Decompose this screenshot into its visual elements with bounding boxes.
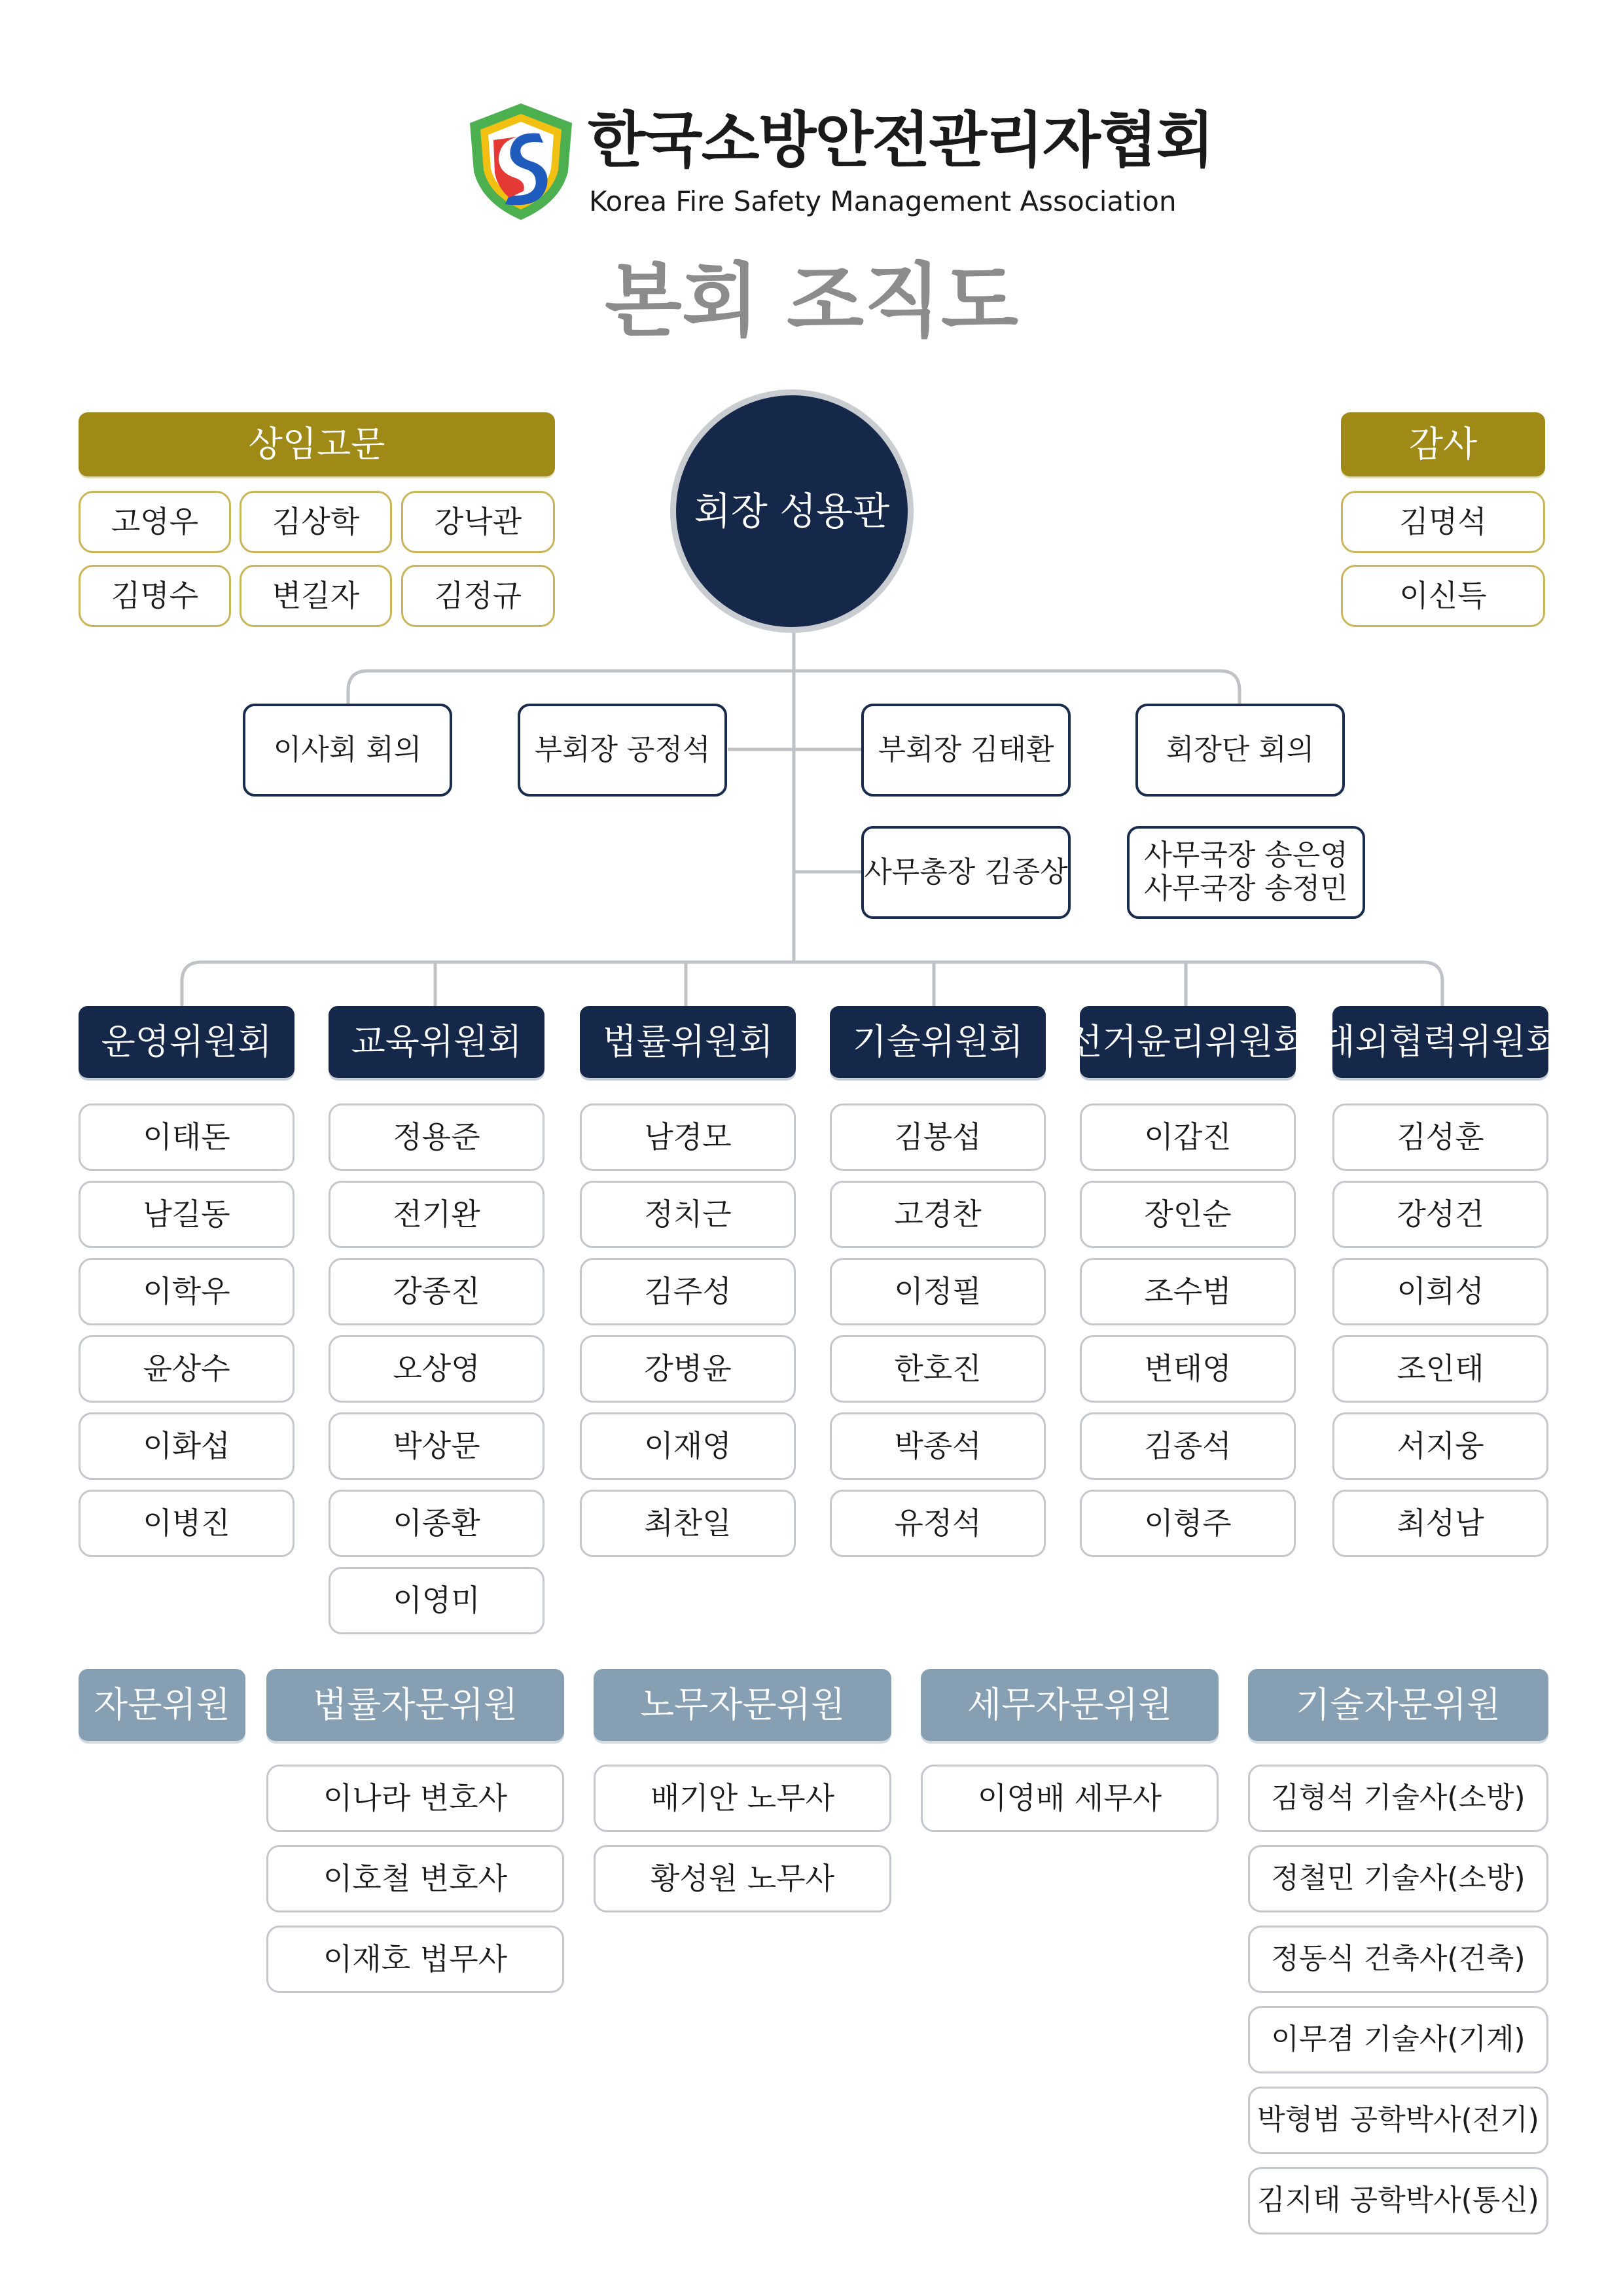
consultants-header: 자문위원 [79,1669,245,1741]
vice-president-1-node: 부회장 공정석 [518,704,727,797]
committee-member: 김성훈 [1332,1103,1548,1171]
technical-consultants-header: 기술자문위원 [1248,1669,1548,1741]
consultant-card: 이무겸 기술사(기계) [1248,2006,1548,2073]
committee-member: 강성건 [1332,1181,1548,1248]
committee-member: 박종석 [830,1412,1046,1480]
committee-operations-header: 운영위원회 [79,1006,294,1078]
consultant-card: 이재호 법무사 [266,1926,564,1993]
org-name-en: Korea Fire Safety Management Association [589,185,1177,217]
committee-member: 강병윤 [580,1335,796,1403]
director-name: 사무국장 송정민 [1144,872,1348,905]
committee-member: 오상영 [329,1335,544,1403]
board-meeting-node: 이사회 회의 [243,704,452,797]
director-name: 사무국장 송은영 [1144,838,1348,872]
committee-member: 남경모 [580,1103,796,1171]
consultant-card: 정동식 건축사(건축) [1248,1926,1548,1993]
labor-consultants-header: 노무자문위원 [594,1669,891,1741]
committee-member: 이영미 [329,1567,544,1634]
consultant-card: 박형범 공학박사(전기) [1248,2087,1548,2154]
advisors-header: 상임고문 [79,412,555,476]
committee-member: 김봉섭 [830,1103,1046,1171]
advisor-card: 김명수 [79,565,231,627]
consultant-card: 김지태 공학박사(통신) [1248,2167,1548,2234]
tax-consultants-header: 세무자문위원 [921,1669,1219,1741]
committee-member: 이희성 [1332,1258,1548,1325]
committee-member: 변태영 [1080,1335,1296,1403]
consultant-card: 황성원 노무사 [594,1845,891,1912]
org-name-ko: 한국소방안전관리자협회 [588,105,1213,175]
committee-external-affairs-header: 대외협력위원회 [1332,1006,1548,1078]
committee-member: 김종석 [1080,1412,1296,1480]
consultant-card: 김형석 기술사(소방) [1248,1765,1548,1832]
committee-member: 이재영 [580,1412,796,1480]
consultant-card: 이영배 세무사 [921,1765,1219,1832]
president-node: 회장 성용판 [670,389,914,633]
committee-member: 이화섭 [79,1412,294,1480]
committee-member: 이학우 [79,1258,294,1325]
committee-member: 이갑진 [1080,1103,1296,1171]
vice-president-2-node: 부회장 김태환 [861,704,1071,797]
directors-node [1127,826,1365,919]
presidium-meeting-node: 회장단 회의 [1135,704,1345,797]
committee-member: 한호진 [830,1335,1046,1403]
committee-technical-header: 기술위원회 [830,1006,1046,1078]
committee-member: 서지웅 [1332,1412,1548,1480]
committee-member: 전기완 [329,1181,544,1248]
advisor-card: 고영우 [79,491,231,553]
advisor-card: 강낙관 [401,491,555,553]
committee-member: 정치근 [580,1181,796,1248]
committee-election-ethics-header: 선거윤리위원회 [1080,1006,1296,1078]
committee-member: 이정필 [830,1258,1046,1325]
consultant-card: 배기안 노무사 [594,1765,891,1832]
secretary-general-node: 사무총장 김종상 [861,826,1071,919]
committee-education-header: 교육위원회 [329,1006,544,1078]
committee-member: 강종진 [329,1258,544,1325]
auditors-header: 감사 [1341,412,1545,476]
consultant-card: 이나라 변호사 [266,1765,564,1832]
advisor-card: 변길자 [240,565,392,627]
committee-legal-header: 법률위원회 [580,1006,796,1078]
committee-member: 박상문 [329,1412,544,1480]
committee-member: 김주성 [580,1258,796,1325]
consultant-card: 정철민 기술사(소방) [1248,1845,1548,1912]
committee-member: 최찬일 [580,1490,796,1557]
committee-member: 이종환 [329,1490,544,1557]
committee-member: 이형주 [1080,1490,1296,1557]
advisor-card: 김상학 [240,491,392,553]
committee-member: 조수범 [1080,1258,1296,1325]
legal-consultants-header: 법률자문위원 [266,1669,564,1741]
committee-member: 조인태 [1332,1335,1548,1403]
committee-member: 유정석 [830,1490,1046,1557]
page-title: 본회 조직도 [605,255,1018,348]
consultant-card: 이호철 변호사 [266,1845,564,1912]
committee-member: 고경찬 [830,1181,1046,1248]
committee-member: 이병진 [79,1490,294,1557]
committee-member: 장인순 [1080,1181,1296,1248]
committee-member: 정용준 [329,1103,544,1171]
committee-member: 이태돈 [79,1103,294,1171]
auditor-card: 이신득 [1341,565,1545,627]
committee-member: 최성남 [1332,1490,1548,1557]
committee-member: 윤상수 [79,1335,294,1403]
committee-member: 남길동 [79,1181,294,1248]
auditor-card: 김명석 [1341,491,1545,553]
advisor-card: 김정규 [401,565,555,627]
